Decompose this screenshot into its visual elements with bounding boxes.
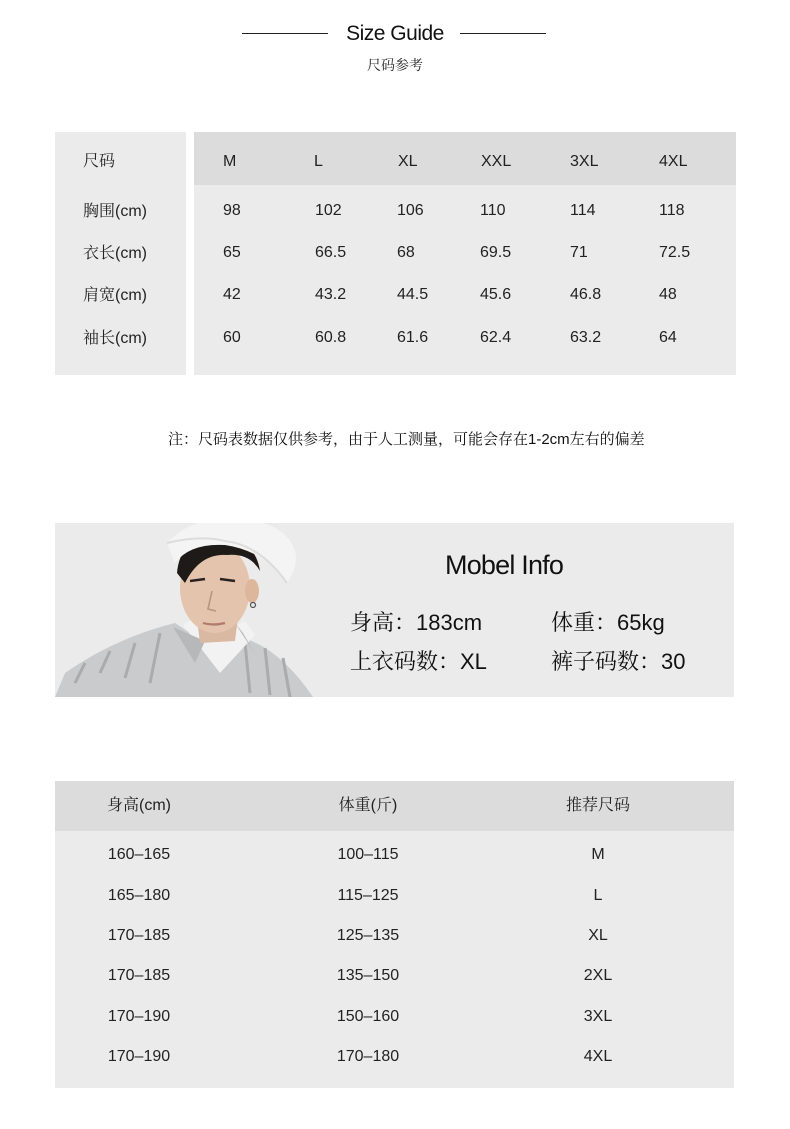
table-cell: 2XL: [583, 967, 613, 984]
table-cell: M: [591, 846, 605, 863]
table-cell: 62.4: [480, 329, 512, 346]
table-cell: 102: [315, 202, 342, 219]
table-cell: L: [593, 887, 603, 904]
table-cell: 60: [223, 329, 241, 346]
model-top-size: 上衣码数：XL: [350, 649, 487, 674]
table-cell: 170–185: [107, 967, 171, 984]
table-cell: 4XL: [583, 1048, 613, 1065]
table-cell: 150–160: [336, 1008, 400, 1025]
header-weight: 体重(斤): [338, 797, 398, 814]
model-height: 身高：183cm: [350, 610, 483, 635]
page-subtitle: 尺码参考: [367, 57, 423, 73]
size-note: 注：尺码表数据仅供参考，由于人工测量，可能会存在1-2cm左右的偏差: [168, 431, 645, 448]
table-cell: 45.6: [480, 286, 512, 303]
table-cell: 64: [659, 329, 677, 346]
table-cell: 170–185: [107, 927, 171, 944]
size-header-xl: XL: [398, 153, 418, 170]
model-photo: [55, 523, 345, 697]
table-cell: 98: [223, 202, 241, 219]
model-pants-size: 裤子码数：30: [551, 649, 686, 674]
table-cell: 46.8: [570, 286, 602, 303]
size-table-header: [194, 132, 736, 185]
table-cell: 165–180: [107, 887, 171, 904]
table-cell: 42: [223, 286, 241, 303]
row-label-chest: 胸围(cm): [83, 203, 147, 220]
table-cell: 63.2: [570, 329, 602, 346]
size-table: [194, 132, 736, 375]
table-cell: 60.8: [315, 329, 347, 346]
size-header-4xl: 4XL: [659, 153, 688, 170]
row-label-length: 衣长(cm): [83, 245, 147, 262]
row-label-shoulder: 肩宽(cm): [83, 287, 147, 304]
table-cell: XL: [588, 927, 608, 944]
table-cell: 115–125: [337, 887, 399, 904]
table-cell: 65: [223, 244, 241, 261]
table-cell: 170–180: [336, 1048, 400, 1065]
table-cell: 110: [480, 202, 506, 219]
table-cell: 160–165: [107, 846, 171, 863]
model-info-title: Mobel Info: [445, 550, 564, 580]
table-cell: 69.5: [480, 244, 512, 261]
size-header-xxl: XXL: [481, 153, 512, 170]
table-cell: 106: [397, 202, 424, 219]
table-cell: 43.2: [315, 286, 347, 303]
header-height: 身高(cm): [107, 797, 171, 814]
table-cell: 72.5: [659, 244, 691, 261]
table-cell: 135–150: [336, 967, 400, 984]
table-cell: 170–190: [107, 1008, 171, 1025]
table-cell: 61.6: [397, 329, 429, 346]
table-cell: 114: [570, 202, 596, 219]
table-cell: 44.5: [397, 286, 429, 303]
model-info-panel: [55, 523, 734, 697]
recommend-table: [55, 781, 734, 1088]
table-cell: 100–115: [337, 846, 399, 863]
table-cell: 68: [397, 244, 415, 261]
row-label-sleeve: 袖长(cm): [83, 330, 147, 347]
table-cell: 66.5: [315, 244, 347, 261]
recommend-table-header: [55, 781, 734, 831]
table-cell: 71: [570, 244, 588, 261]
size-header-m: M: [223, 153, 237, 170]
header-recommended-size: 推荐尺码: [565, 797, 630, 814]
table-cell: 48: [659, 286, 677, 303]
table-cell: 170–190: [107, 1048, 171, 1065]
table-cell: 125–135: [336, 927, 400, 944]
model-weight: 体重：65kg: [551, 610, 665, 635]
table-cell: 118: [659, 202, 685, 219]
size-corner-label: 尺码: [83, 153, 116, 170]
size-header-l: L: [314, 153, 323, 170]
size-table-label-column: [55, 132, 186, 375]
size-header-3xl: 3XL: [570, 153, 599, 170]
page-title: Size Guide: [346, 22, 444, 45]
table-cell: 3XL: [583, 1008, 613, 1025]
